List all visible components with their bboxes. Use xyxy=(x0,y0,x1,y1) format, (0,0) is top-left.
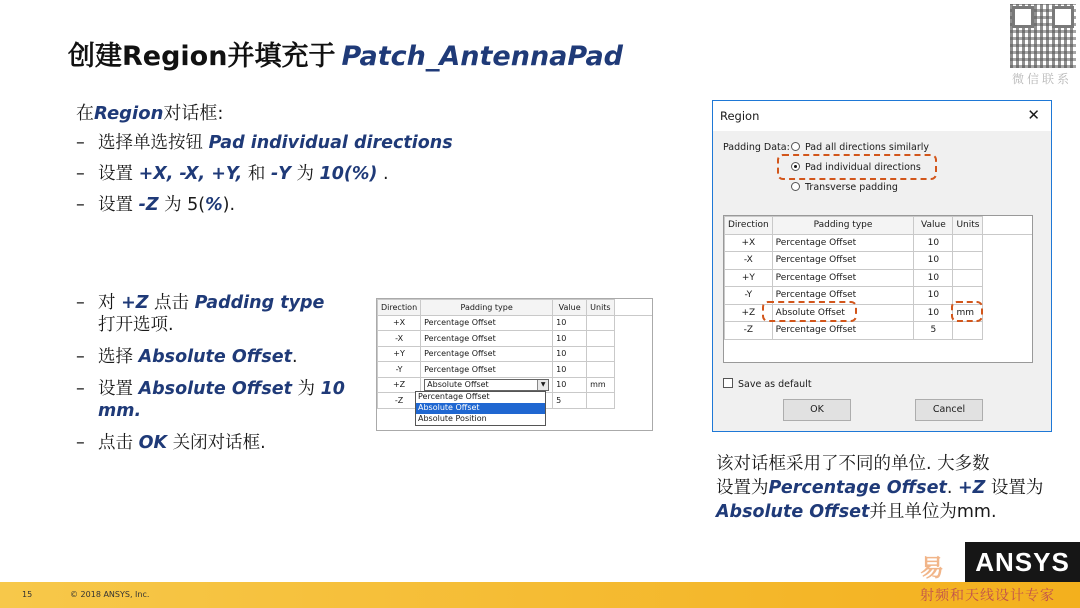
item-bold: 10 mm. xyxy=(98,379,345,421)
cell: -Y xyxy=(725,287,773,305)
note-bold: Absolute Offset xyxy=(716,502,870,522)
dash-icon: – xyxy=(76,433,85,453)
cell[interactable]: 10 xyxy=(553,362,587,378)
cell[interactable] xyxy=(587,346,614,362)
item-text: 设置 xyxy=(98,164,139,184)
item-text: . xyxy=(291,347,298,367)
checkbox-label: Save as default xyxy=(738,379,812,390)
table-header xyxy=(725,217,1033,235)
save-as-default-checkbox[interactable] xyxy=(723,378,812,390)
item-text: ). xyxy=(222,195,236,215)
cell: -Z xyxy=(725,322,773,340)
cell[interactable]: Percentage Offset xyxy=(772,287,914,305)
note-text-part: . xyxy=(946,478,958,498)
cell: +Z xyxy=(725,304,773,322)
radio-label: Transverse padding xyxy=(805,182,898,193)
radio-icon[interactable] xyxy=(791,142,800,151)
cell[interactable]: 10 xyxy=(914,287,953,305)
list-item xyxy=(76,378,346,422)
item-bold: Padding type xyxy=(194,293,325,313)
dash-icon: – xyxy=(76,379,85,399)
dialog-title: Region xyxy=(720,109,760,123)
cell[interactable] xyxy=(587,362,614,378)
item-text: 点击 xyxy=(98,433,139,453)
cell[interactable]: 10 xyxy=(553,315,587,331)
item-text: 为 5( xyxy=(158,195,206,215)
cell: +Y xyxy=(378,346,421,362)
intro-line xyxy=(76,99,224,125)
cell[interactable]: Percentage Offset xyxy=(772,269,914,287)
table-row xyxy=(725,322,1033,340)
wechat-watermark: 微信联系 xyxy=(1012,72,1073,86)
cell[interactable]: Percentage Offset xyxy=(421,346,553,362)
dash-icon: – xyxy=(76,347,85,367)
item-text: 为 xyxy=(290,164,320,184)
cell[interactable]: Percentage Offset xyxy=(421,315,553,331)
note-line xyxy=(716,500,1051,524)
cell[interactable]: 10 xyxy=(914,252,953,270)
cell: -X xyxy=(725,252,773,270)
note-text-part: 并且单位为mm. xyxy=(869,502,997,522)
list-item xyxy=(76,292,346,336)
col-direction: Direction xyxy=(725,217,773,235)
note-line xyxy=(716,476,1051,500)
item-text: 为 xyxy=(291,379,321,399)
col-padding-type: Padding type xyxy=(772,217,914,235)
col-spacer xyxy=(614,300,652,316)
radio-label: Pad individual directions xyxy=(805,162,921,173)
dash-icon: – xyxy=(76,293,85,313)
item-bold: 10(%) xyxy=(319,164,378,184)
list-item xyxy=(76,128,453,159)
list-item xyxy=(76,346,346,368)
cell: -Y xyxy=(378,362,421,378)
col-padding-type: Padding type xyxy=(421,300,553,316)
cell: +X xyxy=(378,315,421,331)
col-units: Units xyxy=(953,217,983,235)
cell[interactable]: mm xyxy=(587,377,614,393)
footer-bar xyxy=(0,582,1080,608)
checkbox-icon[interactable] xyxy=(723,378,733,388)
item-bold: Absolute Offset xyxy=(138,379,292,399)
item-text: 点击 xyxy=(148,293,195,313)
item-text: 关闭对话框. xyxy=(167,433,266,453)
item-bold: Absolute Offset xyxy=(138,347,292,367)
cancel-button[interactable]: Cancel xyxy=(915,399,983,421)
padding-grid xyxy=(723,215,1033,363)
cell[interactable]: 10 xyxy=(553,377,587,393)
col-units: Units xyxy=(587,300,614,316)
item-bold: +X, -X, +Y, xyxy=(138,164,243,184)
cell[interactable]: 5 xyxy=(914,322,953,340)
table-row xyxy=(378,331,653,347)
item-text: 设置 xyxy=(98,195,139,215)
cell[interactable] xyxy=(953,234,983,252)
cell[interactable]: 10 xyxy=(553,331,587,347)
cell[interactable]: Percentage Offset xyxy=(772,252,914,270)
intro-post: 对话框: xyxy=(163,103,224,124)
page-number: 15 xyxy=(22,590,33,599)
item-text: 对 xyxy=(98,293,122,313)
slide-title xyxy=(68,34,623,73)
instruction-list-2 xyxy=(76,292,346,464)
dialog-titlebar xyxy=(713,101,1051,131)
list-item xyxy=(76,190,453,221)
chevron-down-icon[interactable]: ▼ xyxy=(537,380,548,390)
ok-button[interactable]: OK xyxy=(783,399,851,421)
title-emph: Patch_AntennaPad xyxy=(341,41,623,72)
note-bold: +Z xyxy=(957,478,986,498)
cell[interactable]: 10 xyxy=(914,234,953,252)
table-row xyxy=(378,315,653,331)
note-text xyxy=(716,452,1051,524)
item-text: 选择 xyxy=(98,347,139,367)
cell[interactable] xyxy=(953,252,983,270)
table-row xyxy=(725,269,1033,287)
table-row xyxy=(725,252,1033,270)
dropdown-option-selected[interactable]: Absolute Offset xyxy=(416,403,545,414)
dash-icon: – xyxy=(76,195,85,215)
cell[interactable]: mm xyxy=(953,304,983,322)
cell[interactable] xyxy=(587,315,614,331)
item-text: 设置 xyxy=(98,379,139,399)
highlight-units-mm xyxy=(951,301,983,322)
dropdown-options xyxy=(415,391,546,426)
cell[interactable]: Percentage Offset xyxy=(421,331,553,347)
radio-pad-all[interactable] xyxy=(791,142,929,153)
cell[interactable]: Percentage Offset xyxy=(772,234,914,252)
item-text: 选择单选按钮 xyxy=(98,133,209,153)
dropdown-option[interactable]: Percentage Offset xyxy=(418,392,490,401)
region-dialog xyxy=(712,100,1052,432)
item-text: 和 xyxy=(242,164,271,184)
cell: -X xyxy=(378,331,421,347)
col-direction: Direction xyxy=(378,300,421,316)
dash-icon: – xyxy=(76,164,85,184)
item-text: 打开选项. xyxy=(98,315,174,335)
cell: +X xyxy=(725,234,773,252)
dropdown-option[interactable]: Absolute Position xyxy=(418,414,487,423)
cell: -Z xyxy=(378,393,421,409)
cell: +Y xyxy=(725,269,773,287)
item-bold: +Z xyxy=(121,293,149,313)
list-item xyxy=(76,159,453,190)
cell[interactable] xyxy=(953,322,983,340)
item-bold: Pad individual directions xyxy=(208,133,453,153)
qr-code-icon xyxy=(1010,4,1076,68)
item-bold: % xyxy=(205,195,223,215)
highlight-pad-individual xyxy=(777,154,937,180)
cell[interactable]: 10 xyxy=(553,346,587,362)
watermark-text: 射频和天线设计专家 xyxy=(920,588,1055,604)
instruction-list-1 xyxy=(76,128,453,221)
table-row xyxy=(725,234,1033,252)
cell[interactable]: Percentage Offset xyxy=(421,362,553,378)
padding-table-dropdown-screenshot xyxy=(376,298,653,431)
copyright: © 2018 ANSYS, Inc. xyxy=(70,590,150,599)
highlight-absolute-offset xyxy=(762,301,857,322)
intro-bold: Region xyxy=(94,103,164,124)
cell[interactable]: 10 xyxy=(914,304,953,322)
dash-icon: – xyxy=(76,133,85,153)
title-main: 创建Region并填充于 xyxy=(68,41,336,72)
note-text-part: 设置为 xyxy=(716,478,769,498)
note-text-part: 设置为 xyxy=(985,478,1044,498)
cell[interactable]: 5 xyxy=(553,393,587,409)
cell[interactable]: Absolute Offset xyxy=(772,304,914,322)
dropdown-value: Absolute Offset xyxy=(427,379,489,389)
padding-data-label: Padding Data: xyxy=(723,142,790,153)
watermark-logo: 易 xyxy=(920,554,944,582)
item-bold: OK xyxy=(138,433,168,453)
dropdown-field[interactable] xyxy=(424,379,549,391)
item-text: . xyxy=(377,164,389,184)
intro-pre: 在 xyxy=(76,103,94,124)
cell[interactable] xyxy=(587,331,614,347)
cell[interactable] xyxy=(587,393,614,409)
note-bold: Percentage Offset xyxy=(768,478,947,498)
list-item xyxy=(76,432,346,454)
close-icon[interactable]: ✕ xyxy=(1027,106,1040,124)
radio-label: Pad all directions similarly xyxy=(805,142,930,153)
ansys-logo: ANSYS xyxy=(965,542,1080,582)
col-value: Value xyxy=(553,300,587,316)
note-line: 该对话框采用了不同的单位. 大多数 xyxy=(716,454,990,474)
cell[interactable]: Percentage Offset xyxy=(772,322,914,340)
item-bold: -Z xyxy=(138,195,159,215)
col-spacer xyxy=(983,217,1032,235)
table-row xyxy=(378,362,653,378)
cell: +Z xyxy=(378,377,421,393)
cell[interactable] xyxy=(953,269,983,287)
radio-transverse[interactable] xyxy=(791,182,898,193)
radio-icon[interactable] xyxy=(791,182,800,191)
item-bold: -Y xyxy=(270,164,291,184)
table-row xyxy=(378,346,653,362)
table-header xyxy=(378,300,653,316)
col-value: Value xyxy=(914,217,953,235)
cell[interactable]: 10 xyxy=(914,269,953,287)
